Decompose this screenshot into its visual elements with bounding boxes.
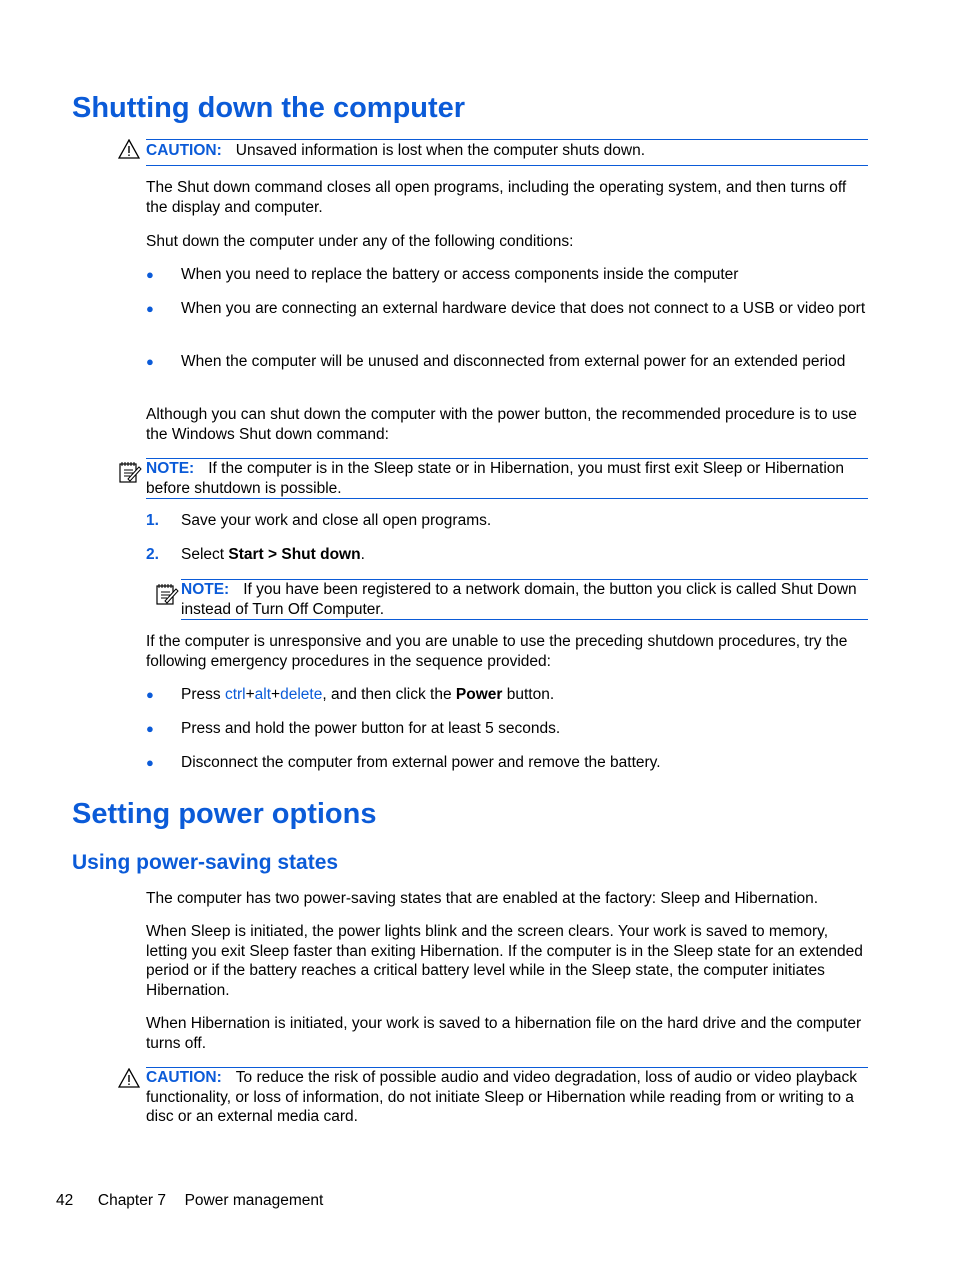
step-item	[146, 545, 868, 565]
list-item	[146, 719, 868, 739]
note-label: NOTE:	[146, 460, 195, 477]
note-text: If the computer is in the Sleep state or in Hibernation, you must first exit Sleep or Hibernation before shutdown is possible.	[146, 460, 845, 497]
step-number: 1.	[146, 512, 159, 529]
section-title-power-options: Setting power options	[72, 798, 377, 830]
caution-label: CAUTION:	[146, 142, 222, 159]
paragraph: When Hibernation is initiated, your work is saved to a hibernation file on the hard drive and the computer turns off.	[146, 1015, 862, 1052]
paragraph: If the computer is unresponsive and you are unable to use the preceding shutdown procedures, try the following emergency procedures in the sequence provided:	[146, 633, 848, 670]
bullet-icon: ●	[146, 755, 154, 770]
list-item	[146, 753, 868, 773]
note-box	[146, 458, 868, 499]
caution-box	[146, 1067, 868, 1127]
bullet-icon: ●	[146, 687, 154, 702]
bullet-icon: ●	[146, 354, 154, 369]
bullet-icon: ●	[146, 267, 154, 282]
step-number: 2.	[146, 546, 159, 563]
section-title-shutting-down: Shutting down the computer	[72, 92, 466, 124]
caution-icon	[118, 1068, 140, 1093]
page-number: 42	[56, 1192, 74, 1209]
note-icon	[118, 460, 142, 489]
list-item	[146, 685, 868, 705]
note-text: If you have been registered to a network domain, the button you click is called Shut Down instead of Turn Off Computer.	[181, 581, 857, 618]
caution-text: Unsaved information is lost when the computer shuts down.	[235, 142, 646, 159]
footer-chapter: Chapter 7	[97, 1192, 166, 1209]
menu-path: Start > Shut down	[228, 546, 361, 563]
list-item-text: Press and hold the power button for at least 5 seconds.	[181, 720, 561, 737]
step-text: Select Start > Shut down.	[181, 546, 365, 563]
list-item-text: When you need to replace the battery or access components inside the computer	[181, 266, 739, 283]
caution-label: CAUTION:	[146, 1069, 222, 1086]
note-label: NOTE:	[181, 581, 230, 598]
list-item-text: Disconnect the computer from external power and remove the battery.	[181, 754, 661, 771]
step-item	[146, 511, 868, 531]
key-alt-link[interactable]: alt	[254, 686, 272, 703]
note-box	[181, 579, 868, 620]
paragraph: The Shut down command closes all open programs, including the operating system, and then turns off the display and computer.	[146, 179, 847, 216]
list-item	[146, 265, 868, 285]
paragraph: When Sleep is initiated, the power lights blink and the screen clears. Your work is saved to memory, letting you exit Sleep faster than exiting Hibernation. If the computer is in the Sleep state for an extended period or if the battery reaches a critical battery level while in the Sleep state, the computer initiates Hibernation.	[146, 923, 863, 999]
subsection-title: Using power-saving states	[72, 851, 339, 874]
bullet-icon: ●	[146, 721, 154, 736]
list-item	[146, 299, 868, 339]
list-item-text: When the computer will be unused and disconnected from external power for an extended period	[181, 353, 846, 370]
list-item-text: Press ctrl+alt+delete, and then click the Power button.	[181, 686, 555, 703]
note-icon	[155, 582, 179, 611]
footer-title: Power management	[184, 1192, 324, 1209]
list-item-text: When you are connecting an external hardware device that does not connect to a USB or video port	[181, 300, 866, 317]
page-footer	[56, 1192, 323, 1210]
bullet-icon: ●	[146, 301, 154, 316]
key-delete-link[interactable]: delete	[280, 686, 323, 703]
paragraph: The computer has two power-saving states that are enabled at the factory: Sleep and Hibernation.	[146, 890, 819, 907]
caution-box	[146, 139, 868, 166]
paragraph: Shut down the computer under any of the following conditions:	[146, 233, 574, 250]
caution-text: To reduce the risk of possible audio and video degradation, loss of audio or video playback functionality, or loss of information, do not initiate Sleep or Hibernation while reading from or writing to a disc or an external media card.	[146, 1069, 858, 1125]
key-ctrl-link[interactable]: ctrl	[224, 686, 246, 703]
step-text: Save your work and close all open programs.	[181, 512, 492, 529]
caution-icon	[118, 139, 140, 164]
paragraph: Although you can shut down the computer with the power button, the recommended procedure is to use the Windows Shut down command:	[146, 406, 857, 443]
list-item	[146, 352, 868, 392]
